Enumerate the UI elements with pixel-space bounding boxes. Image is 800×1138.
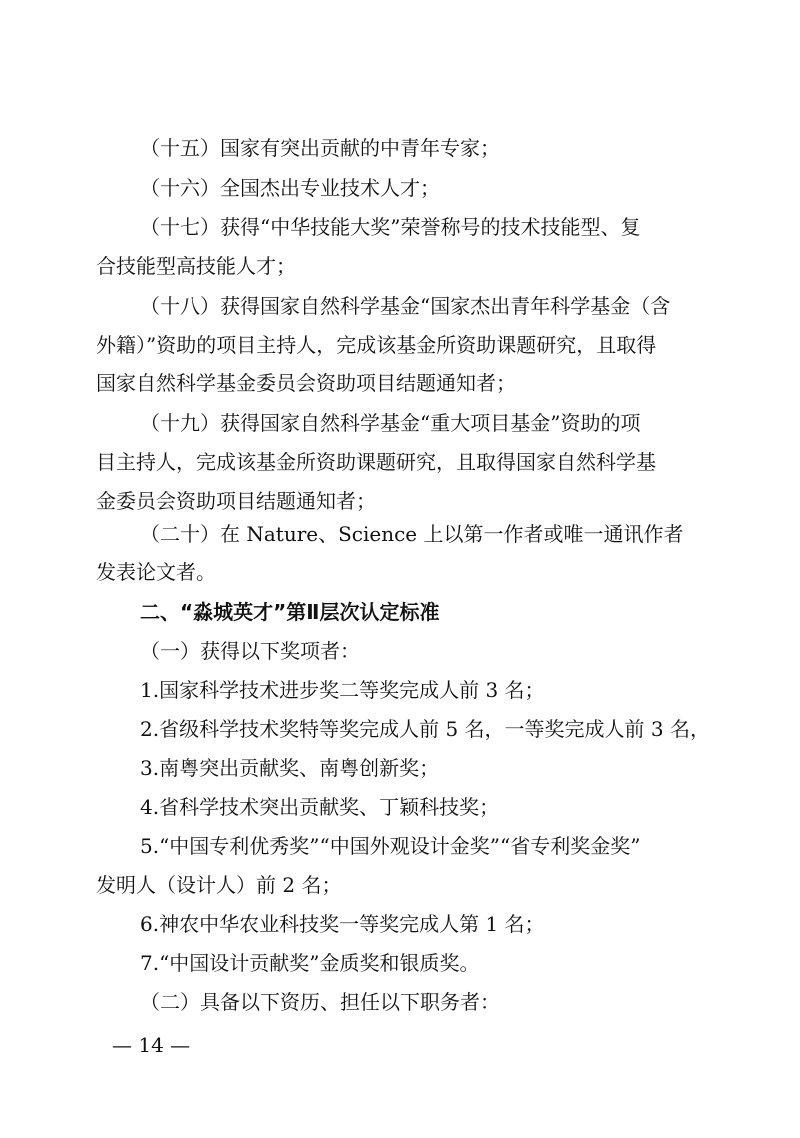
text-line: 发明人（设计人）前 2 名； <box>96 873 342 897</box>
section-heading: 二、“淼城英才”第Ⅱ层次认定标准 <box>140 600 440 624</box>
text-line: （十五）国家有突出贡献的中青年专家； <box>140 136 500 160</box>
text-line: 发表论文者。 <box>96 560 216 584</box>
text-line: （二）具备以下资历、担任以下职务者： <box>140 990 500 1014</box>
text-line: 6.神农中华农业科技奖一等奖完成人第 1 名； <box>140 912 545 936</box>
text-line: （一）获得以下奖项者： <box>140 639 360 663</box>
text-line: 合技能型高技能人才； <box>96 254 296 278</box>
text-line: 3.南粤突出贡献奖、南粤创新奖； <box>140 756 440 780</box>
text-line: 外籍）”资助的项目主持人，完成该基金所资助课题研究，且取得 <box>96 333 657 357</box>
text-line: 1.国家科学技术进步奖二等奖完成人前 3 名； <box>140 678 545 702</box>
text-line: 4.省科学技术突出贡献奖、丁颖科技奖； <box>140 795 500 819</box>
text-line: （二十）在 Nature、Science 上以第一作者或唯一通讯作者 <box>140 522 684 546</box>
text-line: 目主持人，完成该基金所资助课题研究，且取得国家自然科学基 <box>96 450 656 474</box>
text-line: 金委员会资助项目结题通知者； <box>96 489 376 513</box>
text-line: （十七）获得“中华技能大奖”荣誉称号的技术技能型、复 <box>140 215 641 239</box>
page-number: — 14 — <box>112 1033 191 1057</box>
text-line: 2.省级科学技术奖特等奖完成人前 5 名，一等奖完成人前 3 名， <box>140 717 710 741</box>
text-line: 5.“中国专利优秀奖”“中国外观设计金奖”“省专利奖金奖” <box>140 834 641 858</box>
text-line: （十六）全国杰出专业技术人才； <box>140 176 440 200</box>
text-line: 7.“中国设计贡献奖”金质奖和银质奖。 <box>140 951 480 975</box>
text-line: （十九）获得国家自然科学基金“重大项目基金”资助的项 <box>140 411 641 435</box>
text-line: 国家自然科学基金委员会资助项目结题通知者； <box>96 371 516 395</box>
text-line: （十八）获得国家自然科学基金“国家杰出青年科学基金（含 <box>140 294 671 318</box>
